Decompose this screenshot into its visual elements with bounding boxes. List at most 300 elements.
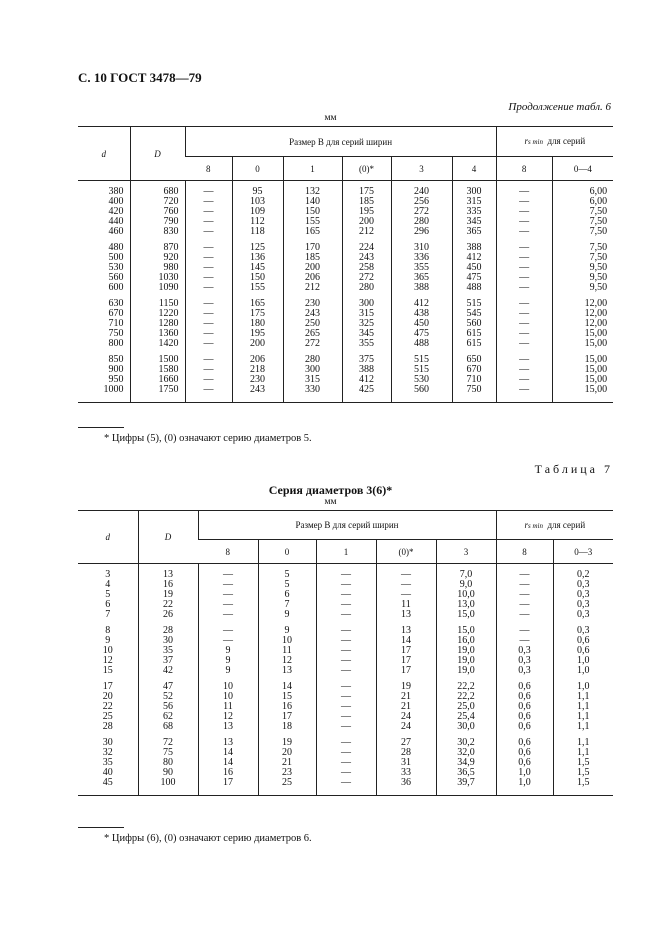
table-cell: 412 [452,253,496,263]
table-cell: 243 [283,309,342,319]
table-cell: — [316,778,376,796]
table-cell: — [496,227,552,237]
table6-units: мм [324,113,337,123]
table-cell: — [198,590,258,600]
table-cell: 9,0 [436,580,496,590]
table-cell: 1420 [130,339,185,349]
table-cell: 22,2 [436,676,496,692]
table-cell: 15,00 [552,339,613,349]
table-cell: 488 [452,283,496,293]
table-cell: 20 [258,748,316,758]
table-cell: 0,3 [553,620,613,636]
table7-title: Серия диаметров 3(6)* [268,483,393,497]
table-cell: 1,0 [553,666,613,676]
table-cell: 300 [452,181,496,198]
table-cell: 112 [232,217,283,227]
table-cell: 345 [342,329,391,339]
table-cell: 480 [108,242,124,253]
table-cell: — [185,253,232,263]
table-cell: — [496,309,552,319]
table-cell: — [496,339,552,349]
table-cell: 31 [376,758,436,768]
table-cell: 28 [102,721,113,732]
table-cell: 14 [198,748,258,758]
table-cell: 310 [391,237,452,253]
table-cell: 6 [105,599,111,610]
table-cell: 7 [258,600,316,610]
table-cell: — [316,692,376,702]
table-cell: 1280 [130,319,185,329]
table-cell: 240 [391,181,452,198]
table-cell: — [198,620,258,636]
table-cell: 95 [232,181,283,198]
table-cell: — [316,656,376,666]
table-cell: — [185,207,232,217]
col-D-header: D [130,127,185,181]
table-cell: — [496,564,553,581]
table-cell: 27 [376,732,436,748]
table-cell: — [185,283,232,293]
table-cell: 21 [376,692,436,702]
table-cell: 12 [102,655,113,666]
table-cell: 0,6 [496,712,553,722]
table-cell: 400 [108,196,124,207]
table-cell: 195 [342,207,391,217]
table-cell: 25 [258,778,316,796]
table-cell: 33 [376,768,436,778]
table-cell: — [496,283,552,293]
table7 [78,510,613,796]
table-cell: 7,50 [552,217,613,227]
table-cell: — [316,758,376,768]
table-cell: 13 [198,732,258,748]
table-cell: 13 [376,610,436,620]
table-cell: 355 [391,263,452,273]
table-cell: 335 [452,207,496,217]
table-cell: 185 [342,197,391,207]
table-cell: 475 [391,329,452,339]
table-cell: 32,0 [436,748,496,758]
table-cell: 272 [283,339,342,349]
table-cell: 6,00 [552,181,613,198]
table-cell: 170 [283,237,342,253]
table-cell: 9 [258,620,316,636]
table-cell: 36,5 [436,768,496,778]
table-cell: 16 [138,580,198,590]
table-cell: 950 [108,374,124,385]
table-row [78,349,613,365]
table-cell: 16,0 [436,636,496,646]
table-cell: 6,00 [552,197,613,207]
table-cell: 1,1 [553,722,613,732]
table-cell: 450 [391,319,452,329]
table-cell: 15,00 [552,375,613,385]
table-cell: 1,0 [496,768,553,778]
table-cell: 25,4 [436,712,496,722]
table-cell: — [316,620,376,636]
table-cell: 15 [258,692,316,702]
table-cell: 5 [258,580,316,590]
table-cell: 9 [105,635,111,646]
table-cell: — [185,309,232,319]
table-cell: 19 [258,732,316,748]
table-cell: 10 [198,676,258,692]
table-cell: 195 [232,329,283,339]
table-cell: — [185,365,232,375]
table-cell: 380 [108,186,124,197]
table-cell: 175 [232,309,283,319]
table-cell: 150 [232,273,283,283]
table-cell: 8 [105,625,111,636]
table-cell: 1360 [130,329,185,339]
table-cell: 1,5 [553,768,613,778]
table-cell: — [496,590,553,600]
table-cell: — [496,197,552,207]
table-cell: 10 [198,692,258,702]
table-cell: 15,00 [552,385,613,403]
table-cell: 9 [258,610,316,620]
table-cell: 40 [102,767,113,778]
table-cell: — [496,329,552,339]
table-row [78,253,613,263]
table-cell: 175 [342,181,391,198]
table-cell: — [185,237,232,253]
table-cell: 345 [452,217,496,227]
table-cell: 800 [108,338,124,349]
table-cell: 0,6 [496,722,553,732]
table-cell: 1220 [130,309,185,319]
table-cell: 22 [138,600,198,610]
table-cell: — [198,600,258,610]
table-cell: — [316,732,376,748]
table-cell: 1750 [130,385,185,403]
table-cell: — [496,580,553,590]
table-cell: 9,50 [552,283,613,293]
table-cell: 56 [138,702,198,712]
table-row [78,666,613,676]
table-cell: 615 [452,339,496,349]
table-cell: 325 [342,319,391,329]
table-cell: 19,0 [436,666,496,676]
table-cell: 300 [342,293,391,309]
table-cell: 412 [342,375,391,385]
table-cell: 280 [283,349,342,365]
table-cell: 630 [108,298,124,309]
table-row [78,385,613,403]
table-cell: 750 [108,328,124,339]
table-cell: 670 [452,365,496,375]
table-cell: 315 [452,197,496,207]
table-cell: 14 [376,636,436,646]
table-cell: — [496,365,552,375]
table-row [78,207,613,217]
table-cell: 5 [258,564,316,581]
table-cell: 790 [130,217,185,227]
table-cell: — [185,375,232,385]
table-cell: 438 [391,309,452,319]
col-D-header: D [138,511,198,564]
table-cell: 650 [452,349,496,365]
table-cell: 1000 [78,385,130,403]
table-cell: 336 [391,253,452,263]
table-cell: 425 [342,385,391,403]
table-row [78,283,613,293]
table-cell: 600 [108,282,124,293]
table-cell: 118 [232,227,283,237]
table-cell: 12 [258,656,316,666]
table-cell: 0,6 [496,748,553,758]
table-cell: — [496,181,552,198]
table-cell: 125 [232,237,283,253]
table-cell: 0,3 [553,610,613,620]
table-cell: — [496,385,552,403]
table-cell: 7,50 [552,227,613,237]
table-cell: 760 [130,207,185,217]
table-cell: 530 [391,375,452,385]
table-cell: 9,50 [552,263,613,273]
table-row [78,181,613,198]
table-cell: — [376,564,436,581]
table-cell: 560 [108,272,124,283]
table-cell: 900 [108,364,124,375]
table-cell: 475 [452,273,496,283]
table-cell: 19,0 [436,656,496,666]
table-cell: 388 [452,237,496,253]
table-cell: 25 [102,711,113,722]
table-cell: 11 [258,646,316,656]
table-cell: 0,3 [553,600,613,610]
table-cell: — [185,227,232,237]
table-cell: 720 [130,197,185,207]
table-cell: 16 [258,702,316,712]
table-cell: 10 [102,645,113,656]
table-cell: — [185,217,232,227]
table-cell: 4 [105,579,111,590]
table-cell: 80 [138,758,198,768]
table-cell: 450 [452,263,496,273]
table-cell: 545 [452,309,496,319]
table-cell: 14 [198,758,258,768]
table-cell: — [185,263,232,273]
table-cell: 530 [108,262,124,273]
table-cell: 680 [130,181,185,198]
table-cell: 150 [283,207,342,217]
table-cell: 165 [283,227,342,237]
table-cell: — [496,207,552,217]
series-col-header: 3 [391,157,452,181]
series-col-header: 8 [198,540,258,564]
table-cell: 515 [391,349,452,365]
table-cell: — [316,748,376,758]
table-cell: — [316,666,376,676]
table-cell: 200 [283,263,342,273]
table-cell: 103 [232,197,283,207]
table-cell: — [496,293,552,309]
table-cell: — [316,564,376,581]
table-cell: 256 [391,197,452,207]
table-cell: 17 [198,778,258,796]
table-cell: 17 [376,656,436,666]
table-cell: 200 [232,339,283,349]
table-cell: 272 [391,207,452,217]
table-cell: — [316,600,376,610]
series-col-header: 1 [283,157,342,181]
table-cell: 280 [391,217,452,227]
table-cell: — [185,385,232,403]
table-cell: 670 [108,308,124,319]
table-cell: — [316,590,376,600]
table-cell: — [496,237,552,253]
table-cell: 12,00 [552,293,613,309]
table-cell: — [185,293,232,309]
table-cell: 42 [138,666,198,676]
table-cell: 23 [258,768,316,778]
table-cell: 315 [283,375,342,385]
table-cell: 1,1 [553,712,613,722]
table-cell: 0,6 [496,692,553,702]
table-cell: 365 [391,273,452,283]
table-cell: 7 [105,609,111,620]
table-cell: 1,0 [496,778,553,796]
table-cell: 68 [138,722,198,732]
table-cell: — [185,349,232,365]
table-cell: 7,50 [552,207,613,217]
table-cell: 0,6 [496,676,553,692]
series-col-header: 4 [452,157,496,181]
table-cell: — [316,722,376,732]
table-cell: 17 [258,712,316,722]
table-cell: 34,9 [436,758,496,768]
table-cell: 1660 [130,375,185,385]
table-cell: 15,0 [436,620,496,636]
table-cell: 412 [391,293,452,309]
table-cell: 5 [105,589,111,600]
table-cell: 1,0 [553,656,613,666]
table-cell: 21 [376,702,436,712]
table-cell: — [496,273,552,283]
table-cell: — [316,636,376,646]
table-cell: 560 [452,319,496,329]
table-cell: 140 [283,197,342,207]
table-cell: 22 [102,701,113,712]
table-cell: — [185,181,232,198]
table-cell: 30,2 [436,732,496,748]
table-cell: 7,0 [436,564,496,581]
table-row [78,778,613,796]
table-cell: 109 [232,207,283,217]
table-cell: 750 [452,385,496,403]
table-cell: 19 [376,676,436,692]
table-cell: 1030 [130,273,185,283]
table-cell: — [185,329,232,339]
table-cell: — [185,273,232,283]
table7-units: мм [324,497,337,507]
table-cell: — [376,580,436,590]
table-row [78,564,613,581]
table-cell: 52 [138,692,198,702]
table-row [78,610,613,620]
table-cell: — [496,600,553,610]
table-cell: 13 [198,722,258,732]
table-row [78,217,613,227]
table-cell: 21 [258,758,316,768]
table-cell: 0,3 [553,590,613,600]
table-cell: — [198,580,258,590]
table-cell: 19,0 [436,646,496,656]
table-cell: 1150 [130,293,185,309]
table-cell: 180 [232,319,283,329]
table-cell: 24 [376,722,436,732]
table-row [78,676,613,692]
table-cell: 18 [258,722,316,732]
table-cell: 11 [376,600,436,610]
table-cell: 460 [108,226,124,237]
table-cell: 212 [283,283,342,293]
table-cell: 1,5 [553,758,613,768]
table-row [78,722,613,732]
table-cell: 0,6 [553,646,613,656]
table-cell: — [496,375,552,385]
table-cell: 224 [342,237,391,253]
radius-series-header: rs min для серий [496,127,613,157]
table-cell: 230 [283,293,342,309]
table-row [78,620,613,636]
table-cell: 515 [391,365,452,375]
table-row [78,339,613,349]
table-cell: 17 [376,646,436,656]
table-cell: 265 [283,329,342,339]
table-cell: 90 [138,768,198,778]
table-cell: 6 [258,590,316,600]
table-cell: 1,5 [553,778,613,796]
table-cell: 250 [283,319,342,329]
series-col-header: 3 [436,540,496,564]
table-cell: 28 [376,748,436,758]
table-cell: 132 [283,181,342,198]
table-cell: 37 [138,656,198,666]
table-cell: 330 [283,385,342,403]
table-cell: 13 [138,564,198,581]
table-cell: 365 [452,227,496,237]
table-cell: 1,1 [553,732,613,748]
table-cell: 36 [376,778,436,796]
table-cell: 1500 [130,349,185,365]
table-cell: 0,6 [496,702,553,712]
series-col-header: 0 [232,157,283,181]
table7-caption: Таблица 7 [534,462,613,476]
table-cell: 32 [102,747,113,758]
table-cell: 16 [198,768,258,778]
table-cell: 19 [138,590,198,600]
table-cell: 15,0 [436,610,496,620]
table-cell: 30 [102,737,113,748]
table-row [78,227,613,237]
table-cell: 22,2 [436,692,496,702]
table-cell: 315 [342,309,391,319]
table-row [78,732,613,748]
table-row [78,237,613,253]
table-cell: 45 [78,778,138,796]
table-cell: 980 [130,263,185,273]
table-cell: 0,3 [553,580,613,590]
table-cell: — [496,636,553,646]
table-cell: 0,6 [496,732,553,748]
table-cell: 0,3 [496,656,553,666]
table-cell: 15,00 [552,349,613,365]
table-cell: 258 [342,263,391,273]
table-cell: 870 [130,237,185,253]
series-col-header: 0—4 [552,157,613,181]
